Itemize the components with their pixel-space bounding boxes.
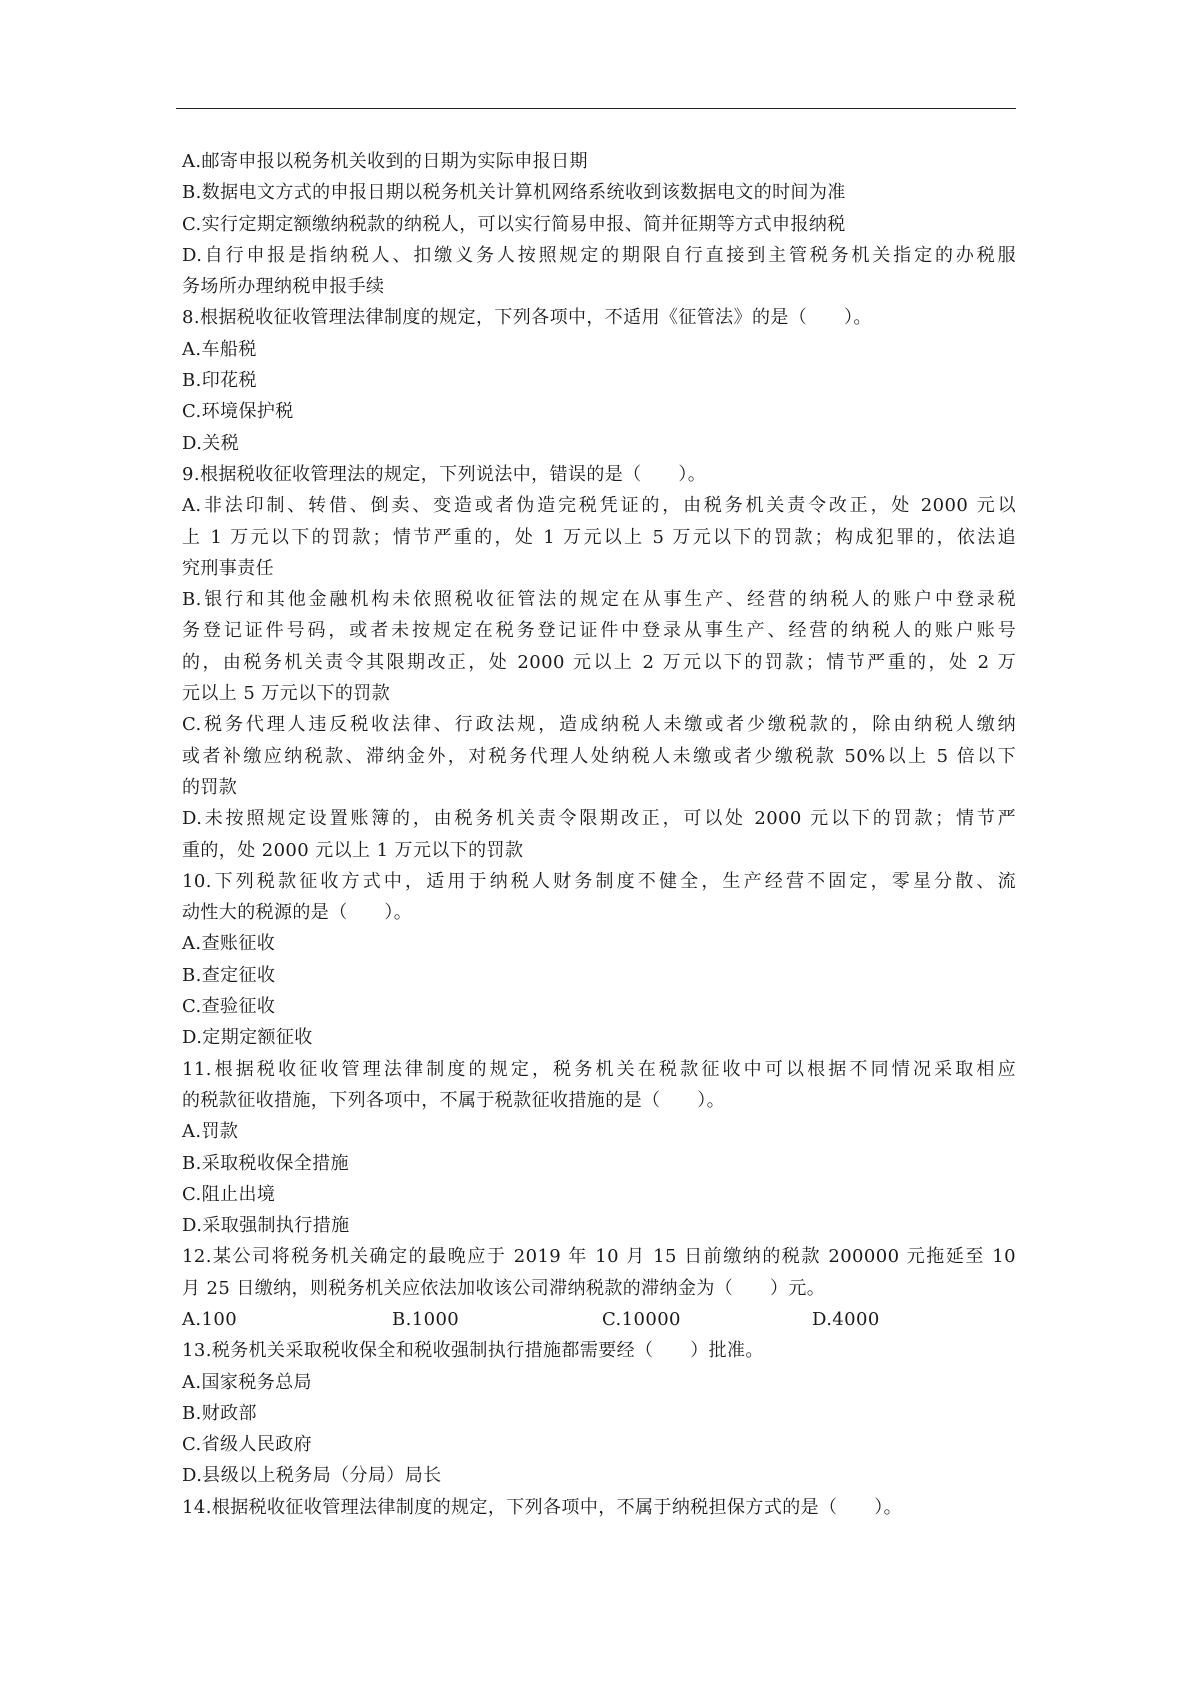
text-line: 14.根据税收征收管理法律制度的规定，下列各项中，不属于纳税担保方式的是（ ）。	[182, 1496, 903, 1518]
text-line: D.定期定额征收	[182, 1027, 313, 1049]
q12-option-d: D.4000	[812, 1308, 880, 1330]
text-line: 务登记证件号码，或者未按规定在税务登记证件中登录从事生产、经营的纳税人的账户账号	[182, 620, 1016, 642]
text-line: 究刑事责任	[182, 557, 274, 579]
text-line: A.罚款	[182, 1121, 239, 1143]
text-line: C.环境保护税	[182, 401, 294, 423]
text-line: C.省级人民政府	[182, 1434, 313, 1456]
text-line: 或者补缴应纳税款、滞纳金外，对税务代理人处纳税人未缴或者少缴税款 50%以上 5 倍以下	[182, 745, 1016, 767]
text-line: B.数据电文方式的申报日期以税务机关计算机网络系统收到该数据电文的时间为准	[182, 182, 846, 204]
text-line: D.未按照规定设置账簿的，由税务机关责令限期改正，可以处 2000 元以下的罚款；情节严	[182, 808, 1016, 830]
text-line: 8.根据税收征收管理法律制度的规定，下列各项中，不适用《征管法》的是（ ）。	[182, 307, 872, 329]
document-body	[182, 146, 1016, 1523]
text-line: D.关税	[182, 432, 240, 454]
text-line: 9.根据税收征收管理法的规定，下列说法中，错误的是（ ）。	[182, 463, 707, 485]
text-block-upper	[182, 146, 1016, 1304]
text-line: 的罚款	[182, 776, 238, 798]
q12-option-a: A.100	[182, 1308, 238, 1330]
text-line: D.县级以上税务局（分局）局长	[182, 1465, 442, 1487]
text-line: 的税款征收措施，下列各项中，不属于税款征收措施的是（ ）。	[182, 1089, 725, 1111]
text-line: 11.根据税收征收管理法律制度的规定，税务机关在税款征收中可以根据不同情况采取相应	[182, 1058, 1016, 1080]
text-line: B.财政部	[182, 1402, 257, 1424]
text-line: 动性大的税源的是（ ）。	[182, 902, 413, 924]
text-line: 13.税务机关采取税收保全和税收强制执行措施都需要经（ ）批准。	[182, 1340, 764, 1362]
text-line: A.查账征收	[182, 933, 276, 955]
text-line: B.查定征收	[182, 964, 276, 986]
text-line: 12.某公司将税务机关确定的最晚应于 2019 年 10 月 15 日前缴纳的税款 200000 元拖延至 10	[182, 1246, 1016, 1268]
q12-options-row	[182, 1304, 1016, 1335]
text-line: B.印花税	[182, 370, 257, 392]
text-line: A.非法印制、转借、倒卖、变造或者伪造完税凭证的，由税务机关责令改正，处 2000 元以	[182, 495, 1016, 517]
text-line: 月 25 日缴纳，则税务机关应依法加收该公司滞纳税款的滞纳金为（ ）元。	[182, 1277, 826, 1299]
text-line: C.实行定期定额缴纳税款的纳税人，可以实行简易申报、简并征期等方式申报纳税	[182, 213, 846, 235]
q12-option-c: C.10000	[602, 1308, 681, 1330]
text-line: 上 1 万元以下的罚款；情节严重的，处 1 万元以上 5 万元以下的罚款；构成犯罪的，依法追	[182, 526, 1016, 548]
text-line: 元以上 5 万元以下的罚款	[182, 683, 391, 705]
text-line: 的，由税务机关责令其限期改正，处 2000 元以上 2 万元以下的罚款；情节严重的，处 2 万	[182, 651, 1016, 673]
text-line: C.税务代理人违反税收法律、行政法规，造成纳税人未缴或者少缴税款的，除由纳税人缴纳	[182, 714, 1016, 736]
text-line: A.邮寄申报以税务机关收到的日期为实际申报日期	[182, 151, 588, 172]
text-line: D.自行申报是指纳税人、扣缴义务人按照规定的期限自行直接到主管税务机关指定的办税服	[182, 244, 1016, 266]
text-line: D.采取强制执行措施	[182, 1215, 350, 1237]
text-line: A.国家税务总局	[182, 1371, 312, 1393]
text-line: 10.下列税款征收方式中，适用于纳税人财务制度不健全，生产经营不固定，零星分散、流	[182, 870, 1016, 892]
header-rule	[176, 108, 1016, 109]
text-line: B.采取税收保全措施	[182, 1152, 349, 1174]
text-block-lower	[182, 1335, 1016, 1523]
text-line: B.银行和其他金融机构未依照税收征管法的规定在从事生产、经营的纳税人的账户中登录税	[182, 589, 1016, 611]
text-line: 重的，处 2000 元以上 1 万元以下的罚款	[182, 839, 524, 861]
q12-option-b: B.1000	[392, 1308, 460, 1330]
text-line: C.查验征收	[182, 996, 276, 1018]
text-line: C.阻止出境	[182, 1183, 276, 1205]
text-line: A.车船税	[182, 338, 257, 360]
text-line: 务场所办理纳税申报手续	[182, 276, 385, 298]
